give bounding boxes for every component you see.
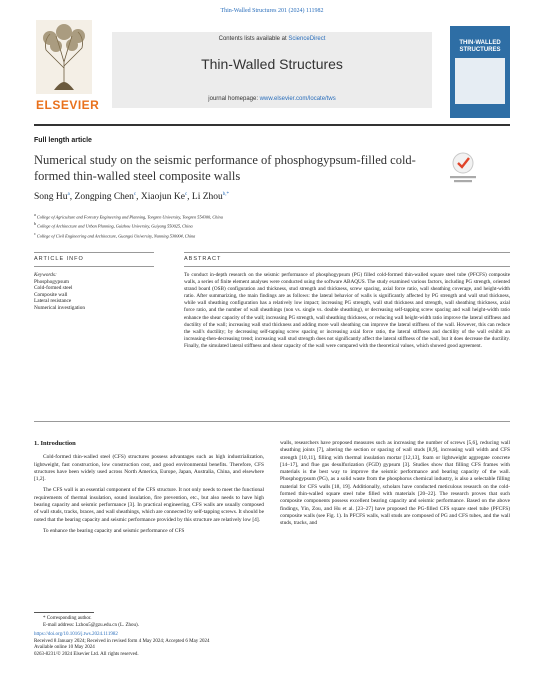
masthead-divider xyxy=(34,124,510,126)
footnote-rule xyxy=(34,612,94,613)
contents-line: Contents lists available at ScienceDirect xyxy=(218,36,326,42)
cover-title: THIN-WALLED STRUCTURES xyxy=(459,40,501,53)
body-paragraph: The CFS wall is an essential component of the CFS structure. It not only needs to meet the functional requirements of thermal insulation, sound insulation, fire prevention, etc., but also needs to have high bearing capacity and seismic performance [3]. In practical engineering, CFS walls are usually composed of wall studs, tracks, braces, and wall sheathings, which are connected by self-tapping screws. It should be noted that the bearing capacity and seismic performance provided by this structure are relatively low [4]. xyxy=(34,487,264,523)
journal-name: Thin-Walled Structures xyxy=(201,56,343,72)
corresponding-author-note: * Corresponding author. xyxy=(43,616,92,621)
author-name[interactable]: Li Zhou xyxy=(191,192,223,203)
email-note[interactable]: E-mail address: Lzhou5@gzu.edu.cn (L. Zhou). xyxy=(43,622,139,628)
author-list: Song Hu$^a$, Zongping Chen$^c$, Xiaojun Ke$^c$, Li Zhou$^{b,*}$ xyxy=(34,192,230,203)
affiliation-item: $^a$ College of Agriculture and Forestry Engineering and Planning, Tongren University, Tongren 554300, China xyxy=(34,212,223,220)
sciencedirect-link[interactable]: ScienceDirect xyxy=(288,36,326,42)
cover-panel xyxy=(455,58,505,104)
section-heading-introduction: 1. Introduction xyxy=(34,440,76,447)
keywords-label: Keywords: xyxy=(34,272,57,278)
footnotes xyxy=(34,616,334,659)
affiliation-item: $^c$ College of Civil Engineering and Architecture, Guangxi University, Nanning 530004, China xyxy=(34,230,196,239)
article-info-rule-bottom xyxy=(34,266,154,267)
body-column-left xyxy=(34,440,264,539)
body-column-right xyxy=(280,440,510,532)
homepage-line: journal homepage: www.elsevier.com/locate/tws xyxy=(208,96,336,102)
body-paragraph: To enhance the bearing capacity and seismic performance of CFS xyxy=(43,527,185,534)
journal-banner xyxy=(112,32,432,108)
affiliations xyxy=(34,211,494,239)
available-online: Available online 10 May 2024 xyxy=(34,645,95,651)
article-info-rule-top xyxy=(34,252,154,253)
keyword-item: Lateral resistance xyxy=(34,298,72,304)
abstract-rule-bottom xyxy=(184,266,510,267)
journal-masthead xyxy=(34,20,510,122)
keyword-item: Numerical investigation xyxy=(34,304,86,311)
author-name[interactable]: Zongping Chen xyxy=(74,192,134,203)
check-for-updates-icon[interactable] xyxy=(446,150,480,184)
keyword-item: Composite wall xyxy=(34,291,68,298)
received-dates: Received 8 January 2024; Received in revised form 4 May 2024; Accepted 6 May 2024 xyxy=(34,638,210,644)
author-name[interactable]: Xiaojun Ke xyxy=(140,192,185,203)
abstract-rule-top xyxy=(184,252,510,253)
author-name[interactable]: Song Hu xyxy=(34,192,68,203)
body-paragraph: walls, researchers have proposed measures such as increasing the number of screws [5,6], reducing wall sheathing joints [7], altering the section or spacing of wall studs [8,9], increasing wall width and CFS strength [10,11], filling with thermal insulation mortar [12,13], foam or lightweight aggregate concrete [14–17], and flue gas desulfurization (FGD) gypsum [3]. Studies show that filling CFS frames with materials is the best way to improve the seismic performance and bearing capacity of the wall. Phosphogypsum (PG), as a solid waste from the phosphorus chemical industry, is also a selectable filling material for CFS walls [18, 19]. Additionally, scholars have conducted meticulous research on the cold-formed thin-walled square steel tube filled with materials [20–22]. The research proves that such composite components possess excellent bearing capacity and seismic performance. Based on the above findings, Yin, Zou, and Hu et al. [23–27] have proposed the PG-filled CFS square steel tube (PFCFS) composite walls (see Fig. 1). In PFCFS walls, wall studs are composed of PG and CFS tubes, and the wall studs, tracks, and xyxy=(280,440,510,527)
abstract-end-rule xyxy=(34,421,510,422)
affiliation-item: $^b$ College of Architecture and Urban Planning, Guizhou University, Guiyang 550025, China xyxy=(34,221,193,229)
keyword-item: Cold-formed steel xyxy=(34,285,73,291)
journal-homepage-link[interactable]: www.elsevier.com/locate/tws xyxy=(259,96,336,102)
article-title: Numerical study on the seismic performance of phosphogypsum-filled cold-formed thin-walled steel composite walls xyxy=(34,153,416,183)
article-info-heading: ARTICLE INFO xyxy=(34,256,84,262)
journal-citation-header[interactable]: Thin-Walled Structures 201 (2024) 111982 xyxy=(220,8,324,14)
body-paragraph: Cold-formed thin-walled steel (CFS) structures possess advantages such as high industrialization, lightweight, fast construction, low construction cost, and good environmental benefits. Therefore, CFS structures have been widely used across North America, Europe, Japan, Australia, China, and elsewhere [1,2]. xyxy=(34,454,264,483)
journal-cover-thumbnail[interactable] xyxy=(450,26,510,118)
elsevier-wordmark[interactable]: ELSEVIER xyxy=(36,98,100,112)
keyword-item: Phosphogypsum xyxy=(34,278,70,285)
copyright: 0263-8231/© 2024 Elsevier Ltd. All rights reserved. xyxy=(34,651,139,657)
article-type: Full length article xyxy=(34,137,92,144)
keywords-block xyxy=(34,272,154,311)
doi-link[interactable]: https://doi.org/10.1016/j.tws.2024.111982 xyxy=(34,632,118,638)
abstract-heading: ABSTRACT xyxy=(184,256,222,262)
elsevier-tree-logo xyxy=(34,20,94,110)
abstract-text: To conduct in-depth research on the seismic performance of phosphogypsum (PG) filled cold-formed thin-walled square steel tube (PFCFS) composite walls, a series of finite element analyses were conducted using the software ABAQUS. The study examined various factors, including PG strength, oriented strand board (OSB) configuration and thickness, stud strength and thickness, screw spacing, axial force ratio, wall sheathing coverage, and height-width ratio. After summarizing, the main findings are as follows: the lateral behavior of walls is significantly affected by PG strength and wall stud thickness, while wall sheathing configuration has a relatively low impact; increasing PG strength, wall stud thickness and strength, wall sheathing thickness, axial force ratio, and the number of wall sheathings (non vs. single vs. double sheathing), or decreasing self-tapping screw spacing and wall height-width ratio enhance the shear capacity of the wall; increasing PG strength, wall sheathing thickness, or reducing wall height-width ratio improve the lateral stiffness and ductility of the wall; increasing wall stud thickness and adding more wall sheathing can improve the lateral stiffness of the wall. However, this can reduce the wall's ductility; by decreasing self-tapping screw spacing or increasing axial force ratio, the lateral stiffness and ductility of the wall exhibit an increasing-then-decreasing trend; increasing wall stud strength does not significantly affect the lateral stiffness of the wall, but it does decrease the ductility. Finally, the simulated lateral stiffness and shear capacity of the wall were compared with the theoretical values, which showed good agreement. xyxy=(184,272,510,349)
